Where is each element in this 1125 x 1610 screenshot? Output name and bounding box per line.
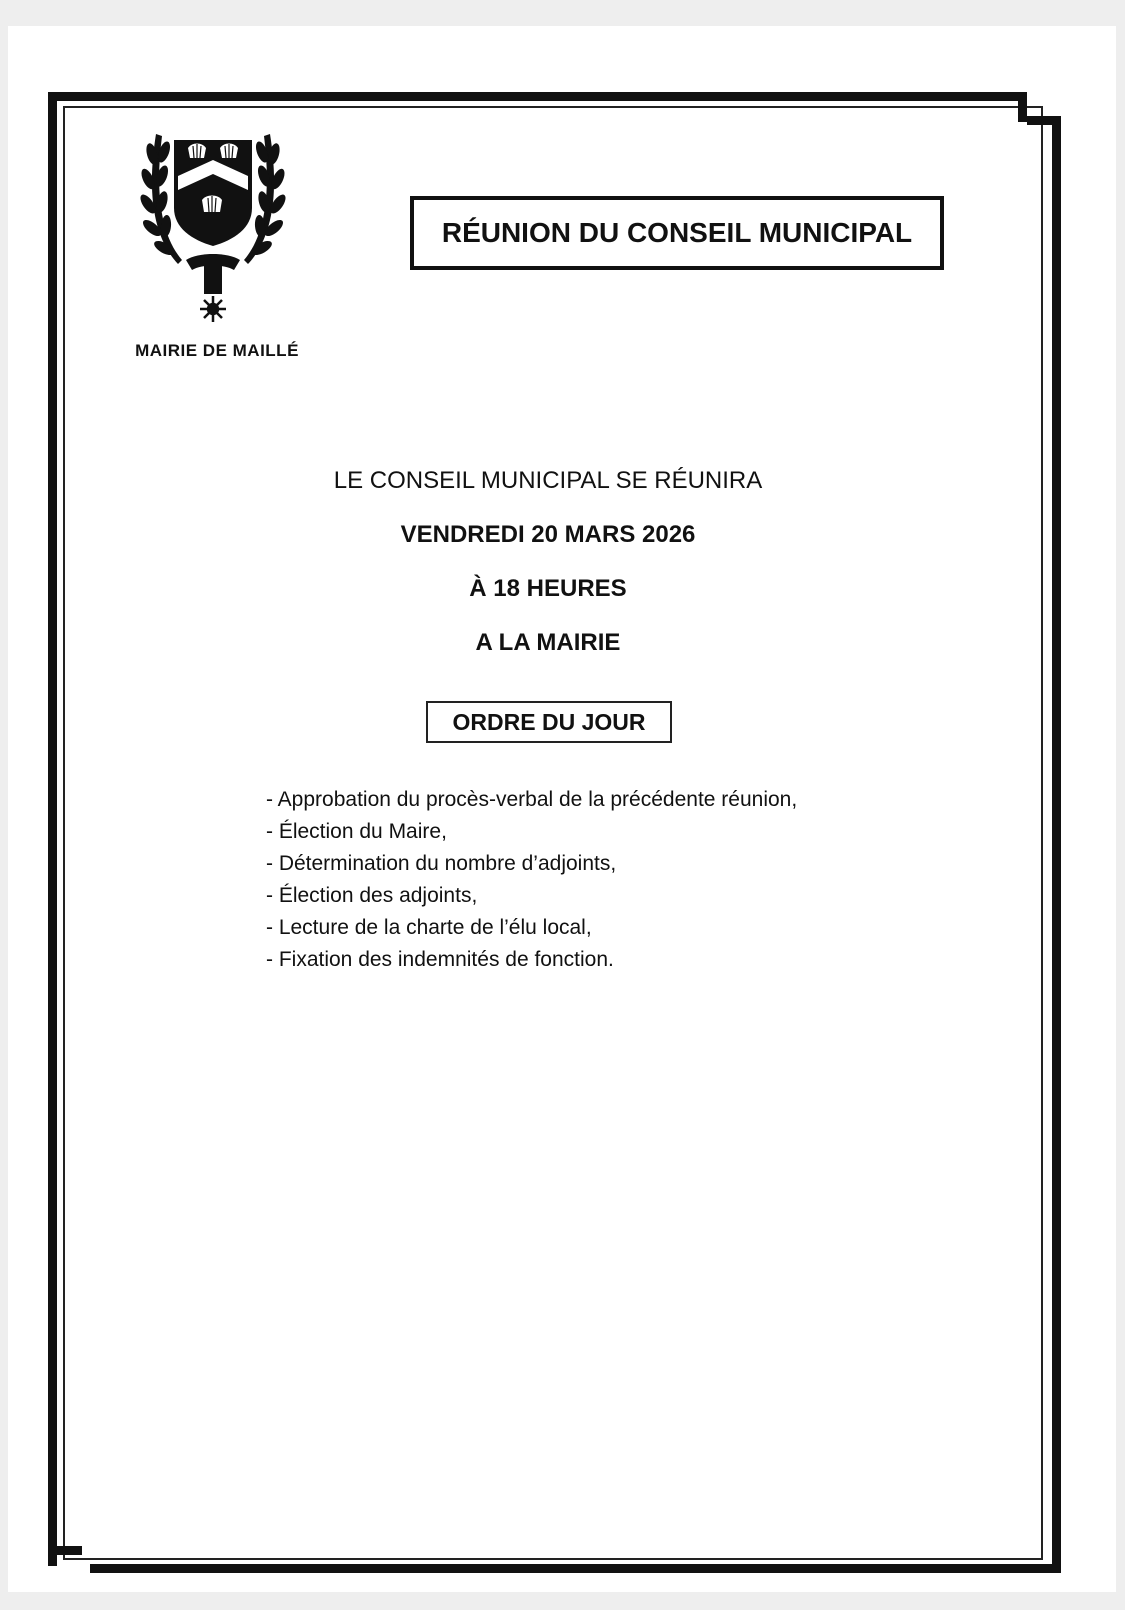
agenda-list: [266, 784, 906, 976]
frame-corner-tr-h: [1027, 116, 1061, 125]
agenda-item: - Lecture de la charte de l’élu local,: [266, 916, 592, 939]
agenda-item: - Élection des adjoints,: [266, 884, 478, 907]
meeting-time: À 18 HEURES: [469, 575, 627, 602]
announcement-intro: LE CONSEIL MUNICIPAL SE RÉUNIRA: [333, 467, 763, 494]
frame-corner-tl-v: [48, 92, 57, 122]
frame-bottom-border: [90, 1564, 1030, 1573]
frame-corner-bl-h: [48, 1546, 82, 1555]
agenda-heading: ORDRE DU JOUR: [426, 701, 672, 743]
agenda-item: - Fixation des indemnités de fonction.: [266, 948, 614, 971]
agenda-item: - Élection du Maire,: [266, 820, 447, 843]
meeting-place: A LA MAIRIE: [475, 629, 621, 656]
coat-of-arms-icon: [138, 124, 288, 329]
agenda-item: - Approbation du procès-verbal de la précédente réunion,: [266, 788, 798, 811]
page-title: RÉUNION DU CONSEIL MUNICIPAL: [410, 196, 944, 270]
frame-corner-br-h: [1020, 1564, 1061, 1573]
frame-left-border: [48, 110, 57, 1548]
frame-corner-tr: [1018, 92, 1027, 122]
frame-right-border: [1052, 124, 1061, 1554]
frame-top-border: [84, 92, 1018, 101]
organization-label: MAIRIE DE MAILLÉ: [135, 341, 299, 360]
agenda-item: - Détermination du nombre d’adjoints,: [266, 852, 617, 875]
document-page: [8, 26, 1116, 1592]
meeting-date: VENDREDI 20 MARS 2026: [400, 521, 696, 548]
